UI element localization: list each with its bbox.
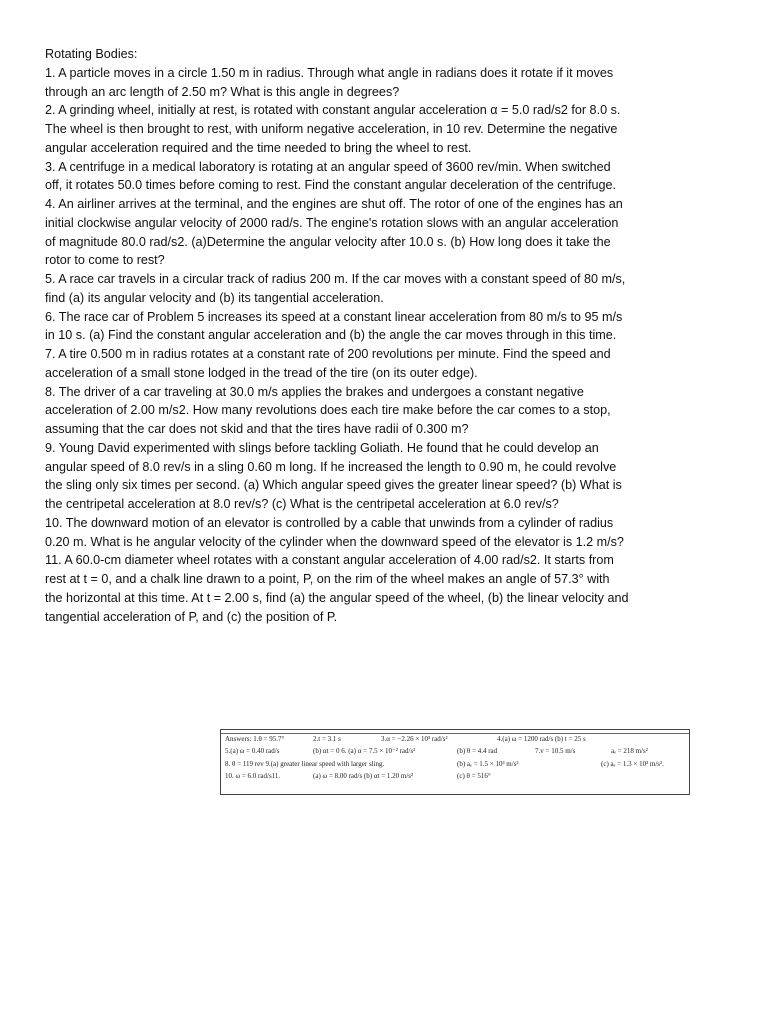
problem-3: 3. A centrifuge in a medical laboratory is rotating at an angular speed of 3600 rev/min. When switched off, it rotates 50.0 times before coming to rest. Find the constant angular deceleration of the centrifuge.	[45, 159, 617, 193]
answer-10: 10. ω = 6.0 rad/s11.	[225, 772, 281, 780]
answers-row-4	[225, 771, 685, 783]
problem-9: 9. Young David experimented with slings before tackling Goliath. He found that he could develop an angular speed of 8.0 rev/s in a sling 0.60 m long. If he increased the length to 0.90 m, he could revolve the sling only six times per second. (a) Which angular speed gives the greater linear speed? (b) What is the centripetal acceleration at 8.0 rev/s? (c) What is the centripetal acceleration at 6.0 rev/s?	[45, 440, 622, 511]
problem-4: 4. An airliner arrives at the terminal, and the engines are shut off. The rotor of one of the engines has an initial clockwise angular velocity of 2000 rad/s. The engine's rotation slows with an angular acceleration of magnitude 80.0 rad/s2. (a)Determine the angular velocity after 10.0 s. (b) How long does it take the rotor to come to rest?	[45, 197, 623, 268]
answer-11c: (c) θ = 516°	[457, 772, 491, 780]
problem-10: 10. The downward motion of an elevator is controlled by a cable that unwinds from a cylinder of radius 0.20 m. What is he angular velocity of the cylinder when the downward speed of the elevator is 1.2 m/s?	[45, 515, 624, 549]
answer-4: 4.(a) ω = 1200 rad/s (b) t = 25 s	[497, 735, 586, 743]
answers-row-2	[225, 746, 685, 758]
answer-7v: 7.v = 10.5 m/s	[535, 747, 576, 755]
answer-8-9a: 8. θ = 119 rev 9.(a) greater linear speed with larger sling.	[225, 760, 385, 768]
answer-9b: (b) aₑ = 1.5 × 10³ m/s²	[457, 760, 519, 768]
problem-5: 5. A race car travels in a circular track of radius 200 m. If the car moves with a constant speed of 80 m/s, find (a) its angular velocity and (b) its tangential acceleration.	[45, 272, 626, 305]
problem-1: 1. A particle moves in a circle 1.50 m in radius. Through what angle in radians does it rotate if it moves through an arc length of 2.50 m? What is this angle in degrees?	[45, 65, 614, 99]
answer-1: Answers: 1.θ = 95.7°	[225, 735, 285, 743]
answer-9c: (c) aₑ = 1.3 × 10³ m/s².	[601, 760, 664, 768]
problem-6: 6. The race car of Problem 5 increases its speed at a constant linear acceleration from 80 m/s to 95 m/s in 10 s. (a) Find the constant angular acceleration and (b) the angle the car moves through in this time.	[45, 309, 623, 343]
problem-7: 7. A tire 0.500 m in radius rotates at a constant rate of 200 revolutions per minute. Find the speed and acceleration of a small stone lodged in the tread of the tire (on its outer edge).	[45, 347, 611, 380]
problem-2: 2. A grinding wheel, initially at rest, is rotated with constant angular acceleration α = 5.0 rad/s2 for 8.0 s. The wheel is then brought to rest, with uniform negative acceleration, in 10 rev. Determine the negative angular acceleration required and the time needed to bring the wheel to rest.	[45, 103, 621, 155]
answer-3: 3.α = −2.26 × 10³ rad/s²	[381, 735, 448, 743]
answer-11ab: (a) ω = 8.00 rad/s (b) αt = 1.20 m/s²	[313, 772, 414, 780]
answer-6b: (b) θ = 4.4 rad	[457, 747, 498, 755]
answers-box	[220, 729, 690, 795]
answer-5b-6a: (b) αt = 0 6. (a) α = 7.5 × 10⁻² rad/s²	[313, 747, 416, 755]
answers-row-3	[225, 759, 685, 771]
document-heading: Rotating Bodies:	[45, 47, 138, 61]
answer-5a: 5.(a) ω = 0.40 rad/s	[225, 747, 280, 755]
problem-8: 8. The driver of a car traveling at 30.0 m/s applies the brakes and undergoes a constant negative acceleration of 2.00 m/s2. How many revolutions does each tire make before the car comes to a stop, assuming that the car does not skid and that the tires have radii of 0.300 m?	[45, 384, 611, 436]
answers-row-1	[225, 734, 685, 746]
answer-2: 2.t = 3.1 s	[313, 735, 341, 743]
problem-set	[45, 45, 630, 626]
answer-7a: aₑ = 218 m/s²	[611, 747, 648, 755]
problem-11: 11. A 60.0-cm diameter wheel rotates with a constant angular acceleration of 4.00 rad/s2. It starts from rest at t = 0, and a chalk line drawn to a point, P, on the rim of the wheel makes an angle of 57.3° with the horizontal at this time. At t = 2.00 s, find (a) the angular speed of the wheel, (b) the linear velocity and tangential acceleration of P, and (c) the position of P.	[45, 553, 629, 624]
